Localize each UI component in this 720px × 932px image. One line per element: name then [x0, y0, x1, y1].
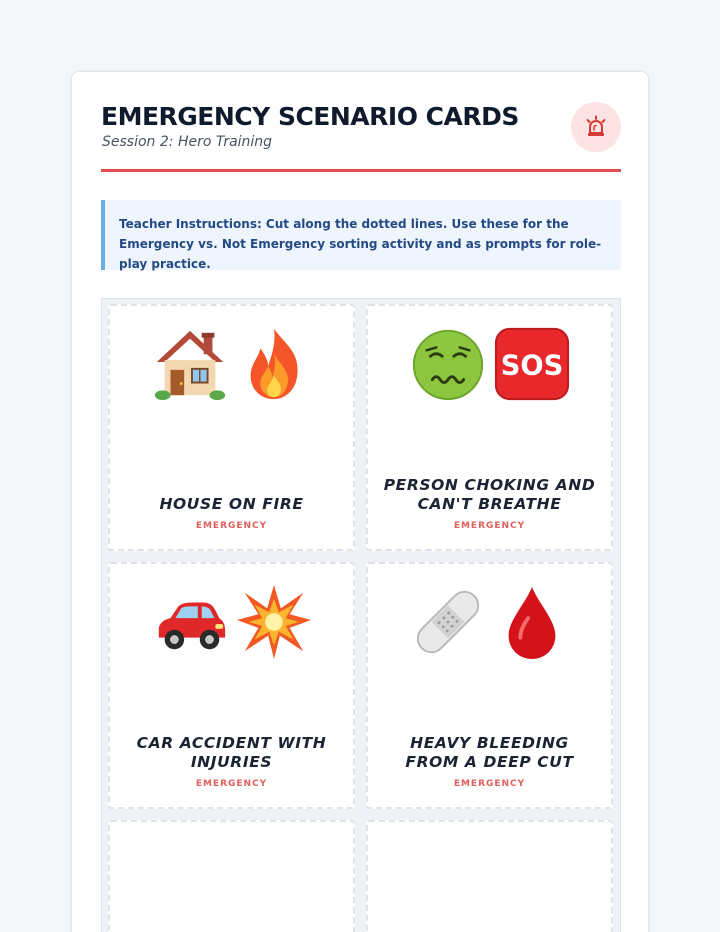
- card-category: EMERGENCY: [453, 521, 526, 531]
- card-icons: [368, 324, 611, 408]
- card-category: EMERGENCY: [195, 521, 268, 531]
- card-title: HEAVY BLEEDING FROM A DEEP CUT: [405, 734, 574, 771]
- card-icons: [368, 582, 611, 666]
- scenario-card[interactable]: [108, 304, 355, 551]
- scenario-card[interactable]: [108, 562, 355, 809]
- scenario-card[interactable]: [366, 304, 613, 551]
- sos-icon: [493, 324, 571, 404]
- card-title: PERSON CHOKING AND CAN'T BREATHE: [383, 476, 596, 513]
- house-icon: [151, 324, 229, 404]
- collision-icon: [235, 582, 313, 662]
- scenario-card[interactable]: [366, 562, 613, 809]
- header: [101, 100, 621, 172]
- fire-icon: [235, 324, 313, 404]
- scenario-card-placeholder: [108, 820, 355, 932]
- siren-badge: [571, 102, 621, 152]
- page-title: EMERGENCY SCENARIO CARDS: [101, 102, 519, 131]
- scenario-card-placeholder: [366, 820, 613, 932]
- page-subtitle: Session 2: Hero Training: [102, 134, 273, 150]
- teacher-instructions: Teacher Instructions: Cut along the dotted lines. Use these for the Emergency vs. Not Emergency sorting activity and as prompts for role-play practice.: [101, 200, 621, 270]
- svg-text:SOS: SOS: [500, 350, 563, 382]
- card-title: HOUSE ON FIRE: [159, 495, 304, 513]
- card-category: EMERGENCY: [195, 779, 268, 789]
- blood-drop-icon: [493, 582, 571, 662]
- card-icons: [110, 582, 353, 666]
- bandage-icon: [409, 582, 487, 662]
- card-icons: [110, 324, 353, 408]
- card-title: CAR ACCIDENT WITH INJURIES: [136, 734, 327, 771]
- car-icon: [151, 582, 229, 662]
- card-grid: [101, 298, 621, 932]
- nauseated-face-icon: [409, 324, 487, 404]
- worksheet-page: [71, 71, 649, 932]
- card-category: EMERGENCY: [453, 779, 526, 789]
- siren-icon: [584, 115, 608, 139]
